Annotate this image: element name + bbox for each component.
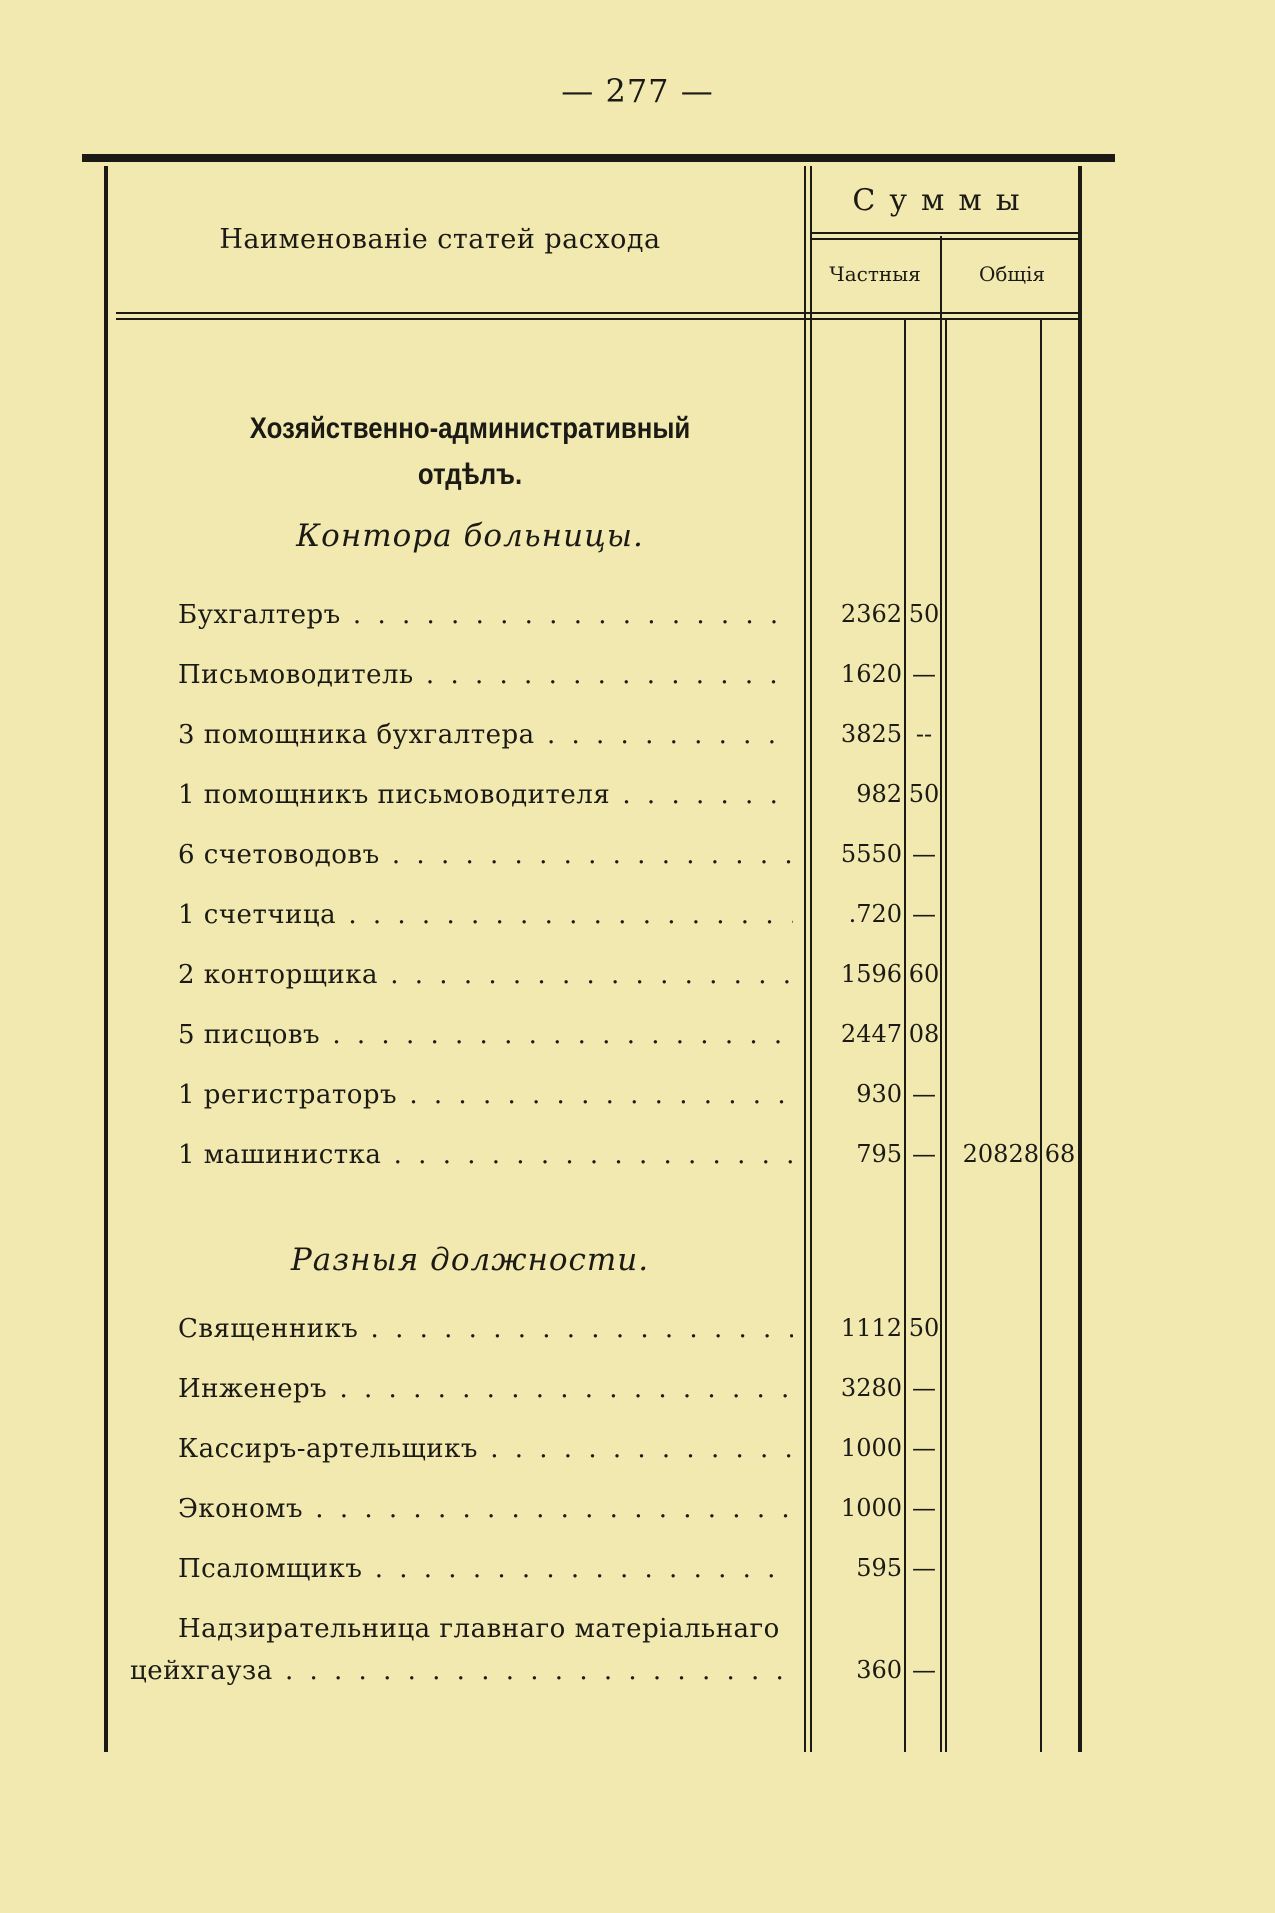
row-rub: .720 — [848, 900, 902, 928]
row-rub: 1112 — [840, 1314, 902, 1342]
row-rub: 2447 — [840, 1020, 902, 1048]
row-label: Экономъ . . . — [178, 1494, 793, 1524]
header-sub-rule-2 — [810, 238, 1078, 240]
row-label: 1 регистраторъ . . . — [178, 1080, 793, 1110]
header-private: Частныя — [829, 262, 921, 286]
table-row — [0, 960, 1275, 1000]
table-row — [0, 1140, 1275, 1180]
table-row — [0, 1434, 1275, 1474]
table-row — [0, 1614, 1275, 1704]
row-kop: — — [912, 1080, 936, 1108]
row-rub: 982 — [856, 780, 902, 808]
row-label: Священникъ . . . — [178, 1314, 793, 1344]
row-kop: 50 — [908, 600, 940, 628]
page-number: — 277 — — [561, 72, 714, 110]
table-row — [0, 1314, 1275, 1354]
header-bottom-rule-1 — [116, 312, 1078, 314]
subsection-title-office: Контора больницы. — [296, 518, 644, 554]
row-kop: — — [912, 1434, 936, 1462]
section-title-line2: отдѣлъ. — [417, 458, 523, 491]
row-rub: 3825 — [840, 720, 902, 748]
row-kop: 50 — [908, 780, 940, 808]
row-total-kop: 68 — [1044, 1140, 1076, 1168]
header-sub-rule-1 — [810, 232, 1078, 234]
row-rub: 3280 — [840, 1374, 902, 1402]
row-kop: — — [912, 1140, 936, 1168]
row-rub: 1000 — [840, 1494, 902, 1522]
header-bottom-rule-2 — [116, 318, 1078, 320]
row-label: Инженеръ . . . — [178, 1374, 793, 1404]
row-rub: 930 — [856, 1080, 902, 1108]
row-rub: 595 — [856, 1554, 902, 1582]
row-rub: 1620 — [840, 660, 902, 688]
table-row — [0, 1020, 1275, 1060]
row-rub: 5550 — [840, 840, 902, 868]
row-label: 1 счетчица . . . — [178, 900, 793, 930]
row-label: Письмоводитель . . . — [178, 660, 793, 690]
header-total: Общія — [978, 262, 1046, 286]
section-title-line1: Хозяйственно-административный — [249, 412, 691, 445]
row-kop: 08 — [908, 1020, 940, 1048]
row-kop: — — [912, 840, 936, 868]
row-kop: — — [912, 900, 936, 928]
table-row — [0, 600, 1275, 640]
row-label: 1 помощникъ письмоводителя . . . — [178, 780, 793, 810]
row-total-rub: 20828 — [962, 1140, 1039, 1168]
row-kop: — — [912, 1554, 936, 1582]
row-kop: 60 — [908, 960, 940, 988]
row-kop: — — [912, 1656, 936, 1684]
row-label: Бухгалтеръ . . . — [178, 600, 793, 630]
row-label: 3 помощника бухгалтера . . . — [178, 720, 793, 750]
row-label: Кассиръ-артельщикъ . . . — [178, 1434, 793, 1464]
row-kop: — — [912, 1374, 936, 1402]
table-row — [0, 660, 1275, 700]
row-label-line1: Надзирательница главнаго матеріальнаго — [178, 1614, 780, 1644]
subsection-title-various: Разныя должности. — [290, 1242, 650, 1278]
row-rub: 1000 — [840, 1434, 902, 1462]
row-label: 1 машинистка . . . — [178, 1140, 793, 1170]
table-row — [0, 1494, 1275, 1534]
row-rub: 795 — [856, 1140, 902, 1168]
row-rub: 2362 — [840, 600, 902, 628]
row-label: Псаломщикъ . . . — [178, 1554, 793, 1584]
row-kop: — — [912, 1494, 936, 1522]
row-rub: 360 — [856, 1656, 902, 1684]
row-kop: 50 — [908, 1314, 940, 1342]
row-label: 5 писцовъ . . . — [178, 1020, 793, 1050]
row-label-line2: цейхгауза . . . — [130, 1656, 795, 1686]
table-row — [0, 1374, 1275, 1414]
table-row — [0, 840, 1275, 880]
table-row — [0, 720, 1275, 760]
table-row — [0, 1080, 1275, 1120]
row-rub: 1596 — [840, 960, 902, 988]
row-kop: — — [912, 660, 936, 688]
row-label: 6 счетоводовъ . . . — [178, 840, 793, 870]
top-rule — [82, 154, 1115, 162]
header-sums: Суммы — [852, 183, 1034, 218]
table-row — [0, 780, 1275, 820]
header-title: Наименованіе статей расхода — [219, 224, 661, 255]
row-kop: -- — [915, 720, 933, 748]
row-label: 2 конторщика . . . — [178, 960, 793, 990]
table-row — [0, 1554, 1275, 1594]
table-row — [0, 900, 1275, 940]
